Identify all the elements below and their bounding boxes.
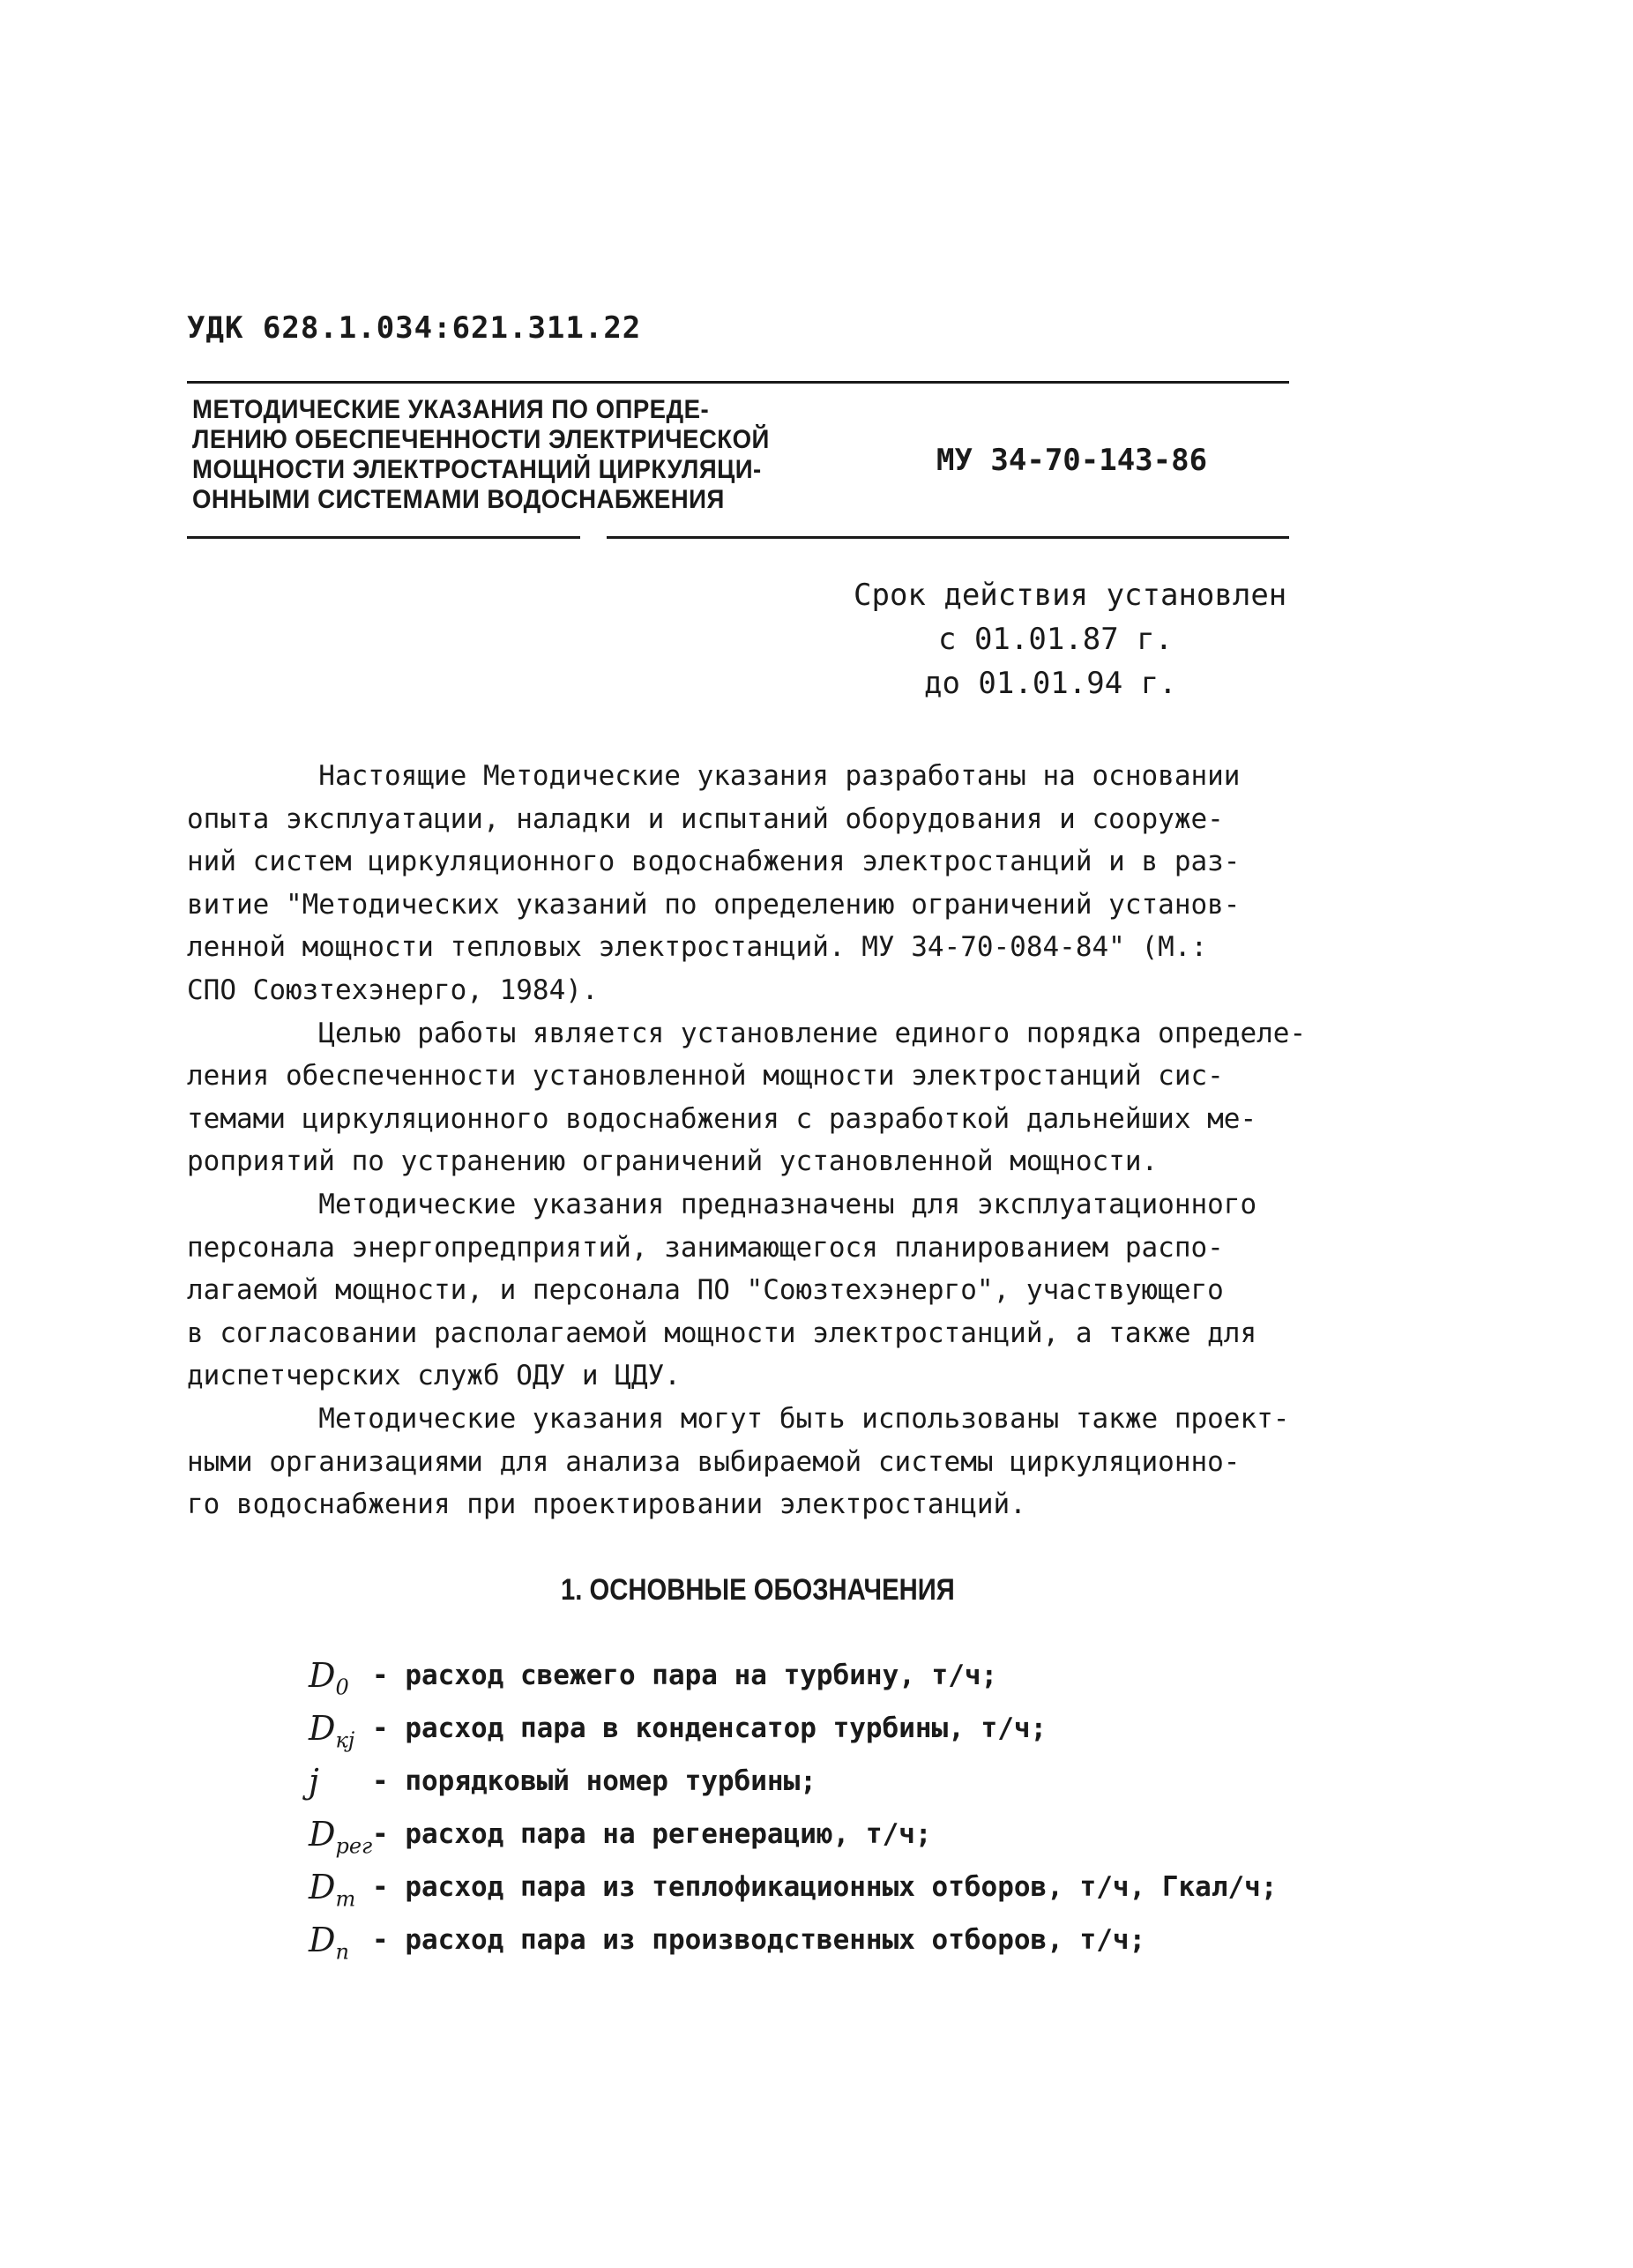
notation-definition: - расход пара в конденсатор турбины, т/ч; xyxy=(372,1712,1048,1744)
notation-symbol: $D_т$ xyxy=(309,1868,356,1912)
body-line: Методические указания предназначены для эксплуатационного xyxy=(187,1188,1257,1220)
title-line: МОЩНОСТИ ЭЛЕКТРОСТАНЦИЙ ЦИРКУЛЯЦИ- xyxy=(192,455,762,484)
body-line: го водоснабжения при проектировании электростанций. xyxy=(187,1488,1026,1521)
notation-definition: - порядковый номер турбины; xyxy=(372,1765,816,1797)
notation-symbol: j xyxy=(309,1762,319,1801)
body-line: в согласовании располагаемой мощности электростанций, а также для xyxy=(187,1317,1257,1349)
notation-definition: - расход пара на регенерацию, т/ч; xyxy=(372,1818,932,1850)
body-line: Методические указания могут быть использованы также проект- xyxy=(187,1402,1290,1435)
body-line: СПО Союзтехэнерго, 1984). xyxy=(187,974,599,1006)
notation-definition: - расход свежего пара на турбину, т/ч; xyxy=(372,1660,998,1691)
notation-list xyxy=(309,1656,1323,1973)
body-line: опыта эксплуатации, наладки и испытаний оборудования и сооруже- xyxy=(187,802,1224,835)
notation-definition: - расход пара из производственных отборов, т/ч; xyxy=(372,1924,1146,1956)
body-line: ными организациями для анализа выбираемой системы циркуляционно- xyxy=(187,1445,1241,1478)
notation-item xyxy=(309,1921,1323,1973)
document-code: МУ 34-70-143-86 xyxy=(936,443,1208,478)
body-text xyxy=(187,755,1324,1526)
section-heading: 1. ОСНОВНЫЕ ОБОЗНАЧЕНИЯ xyxy=(561,1573,955,1607)
validity-end: до 01.01.94 г. xyxy=(924,666,1177,701)
body-line: темами циркуляционного водоснабжения с разработкой дальнейших ме- xyxy=(187,1102,1257,1135)
body-line: Настоящие Методические указания разработаны на основании xyxy=(187,760,1241,792)
body-line: ленной мощности тепловых электростанций. МУ 34-70-084-84" (М.: xyxy=(187,931,1208,964)
body-line: витие "Методических указаний по определению ограничений установ- xyxy=(187,888,1241,921)
body-line: ления обеспеченности установленной мощности электростанций сис- xyxy=(187,1060,1224,1093)
notation-symbol: $D_{кj}$ xyxy=(309,1709,355,1753)
title-line: МЕТОДИЧЕСКИЕ УКАЗАНИЯ ПО ОПРЕДЕ- xyxy=(192,395,710,424)
udk-code: УДК 628.1.034:621.311.22 xyxy=(187,310,642,346)
title-line: ЛЕНИЮ ОБЕСПЕЧЕННОСТИ ЭЛЕКТРИЧЕСКОЙ xyxy=(192,425,770,454)
body-line: персонала энергопредприятий, занимающегося планированием распо- xyxy=(187,1231,1224,1264)
header-rule-top xyxy=(187,381,1289,384)
header-rule-bottom-left xyxy=(187,536,580,539)
body-line: Целью работы является установление единого порядка определе- xyxy=(187,1017,1307,1049)
notation-symbol: $D_{рег}$ xyxy=(309,1815,373,1859)
notation-item xyxy=(309,1815,1323,1868)
notation-item xyxy=(309,1656,1323,1709)
notation-item xyxy=(309,1762,1323,1815)
body-line: ний систем циркуляционного водоснабжения электростанций и в раз- xyxy=(187,846,1241,878)
notation-definition: - расход пара из теплофикационных отборов, т/ч, Гкал/ч; xyxy=(372,1871,1278,1903)
document-title xyxy=(192,395,770,515)
notation-symbol: $D_0$ xyxy=(309,1656,349,1700)
notation-item xyxy=(309,1868,1323,1921)
notation-symbol: $D_п$ xyxy=(309,1921,349,1965)
notation-item xyxy=(309,1709,1323,1762)
title-line: ОННЫМИ СИСТЕМАМИ ВОДОСНАБЖЕНИЯ xyxy=(192,485,725,514)
validity-start: с 01.01.87 г. xyxy=(938,622,1174,657)
body-line: лагаемой мощности, и персонала ПО "Союзтехэнерго", участвующего xyxy=(187,1274,1224,1307)
body-line: роприятий по устранению ограничений установленной мощности. xyxy=(187,1145,1159,1178)
header-rule-bottom-right xyxy=(607,536,1289,539)
body-line: диспетчерских служб ОДУ и ЦДУ. xyxy=(187,1360,681,1392)
validity-period xyxy=(854,573,1294,705)
validity-line: Срок действия установлен xyxy=(854,578,1287,613)
